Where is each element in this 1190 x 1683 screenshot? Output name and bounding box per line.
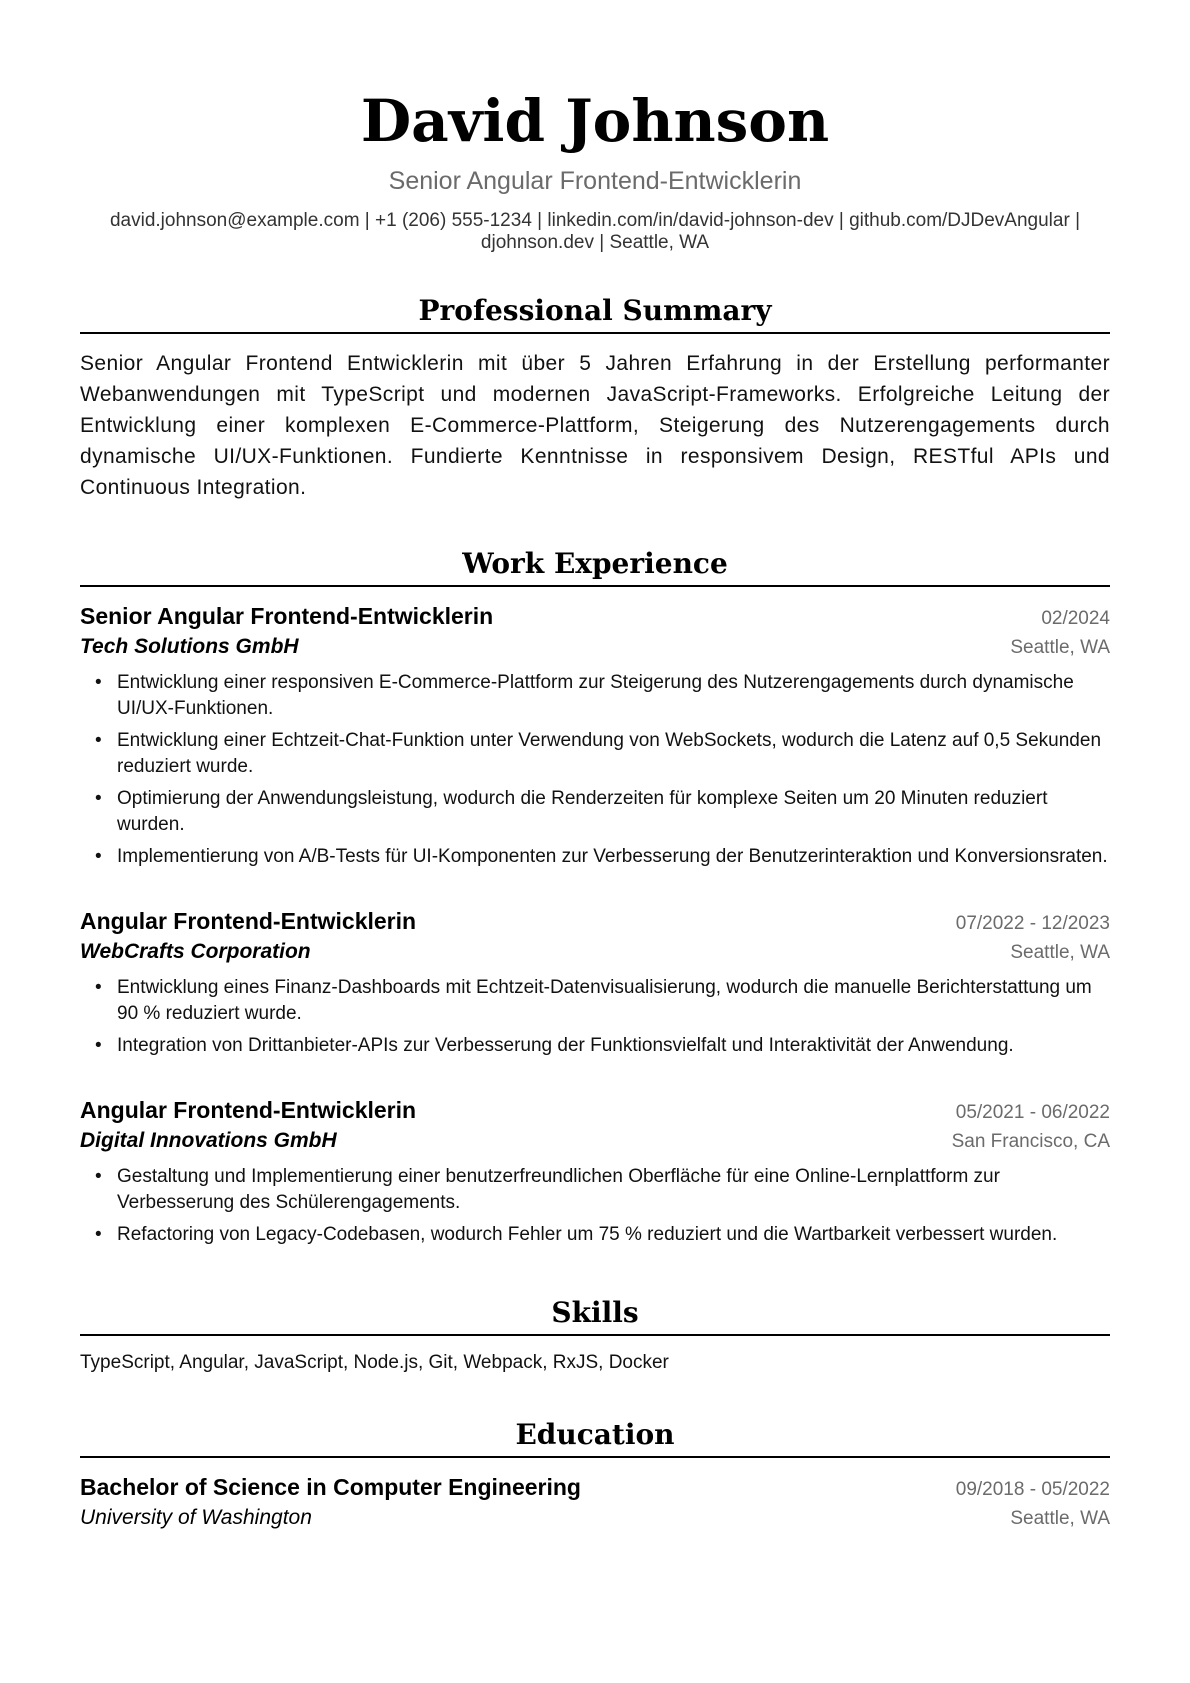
bullet-item: • Refactoring von Legacy-Codebasen, wodurch Fehler um 75 % reduziert und die Wartbarkeit verbessert wurden. [80, 1222, 1110, 1248]
job-bullets [80, 975, 1110, 1059]
experience-heading: Work Experience [80, 547, 1110, 587]
bullet-item: • Entwicklung eines Finanz-Dashboards mit Echtzeit-Datenvisualisierung, wodurch die manuelle Berichterstattung um 90 % reduziert wurde. [80, 975, 1110, 1027]
summary-text: Senior Angular Frontend Entwicklerin mit über 5 Jahren Erfahrung in der Erstellung performanter Webanwendungen mit TypeScript und modernen JavaScript-Frameworks. Erfolgreiche Leitung der Entwicklung einer komplexen E-Commerce-Plattform, Steigerung des Nutzerengagements durch dynamische UI/UX-Funktionen. Fundierte Kenntnisse in responsivem Design, RESTful APIs und Continuous Integration. [80, 352, 1110, 499]
job-location: San Francisco, CA [951, 1131, 1110, 1152]
job-title: Senior Angular Frontend-Entwicklerin [80, 603, 494, 629]
job-bullets [80, 1164, 1110, 1248]
education-section [80, 1418, 1110, 1533]
job-date: 05/2021 - 06/2022 [955, 1102, 1110, 1123]
job-entry [80, 1095, 1110, 1248]
contact-line: david.johnson@example.com | +1 (206) 555-1234 | linkedin.com/in/david-johnson-dev | github.com/DJDevAngular | [109, 210, 1081, 231]
bullet-item: • Optimierung der Anwendungsleistung, wodurch die Renderzeiten für komplexe Seiten um 20 Minuten reduziert wurden. [80, 786, 1110, 838]
school-name: University of Washington [80, 1506, 312, 1529]
bullet-item: • Gestaltung und Implementierung einer benutzerfreundlichen Oberfläche für eine Online-Lernplattform zur Verbesserung des Schülerengagements. [80, 1164, 1110, 1216]
contact-line: djohnson.dev | Seattle, WA [480, 232, 710, 253]
company-name: Digital Innovations GmbH [80, 1129, 337, 1152]
job-location: Seattle, WA [1010, 942, 1110, 963]
skills-section [80, 1296, 1110, 1376]
job-bullets [80, 670, 1110, 870]
candidate-name: David Johnson [360, 87, 830, 155]
job-entry [80, 906, 1110, 1059]
company-name: Tech Solutions GmbH [80, 635, 299, 658]
company-name: WebCrafts Corporation [80, 940, 311, 963]
job-date: 02/2024 [1041, 608, 1110, 629]
bullet-item: • Entwicklung einer Echtzeit-Chat-Funktion unter Verwendung von WebSockets, wodurch die Latenz auf 0,5 Sekunden reduziert wurde. [80, 728, 1110, 780]
bullet-item: • Entwicklung einer responsiven E-Commerce-Plattform zur Steigerung des Nutzerengagements durch dynamische UI/UX-Funktionen. [80, 670, 1110, 722]
summary-heading: Professional Summary [80, 294, 1110, 334]
job-date: 07/2022 - 12/2023 [955, 913, 1110, 934]
skills-heading: Skills [80, 1296, 1110, 1336]
contact-info [80, 210, 1110, 254]
job-location: Seattle, WA [1010, 637, 1110, 658]
job-title: Angular Frontend-Entwicklerin [80, 1097, 417, 1123]
bullet-item: • Implementierung von A/B-Tests für UI-Komponenten zur Verbesserung der Benutzerinteraktion und Konversionsraten. [80, 844, 1110, 870]
education-entry [80, 1472, 1110, 1533]
summary-section [80, 294, 1110, 503]
education-heading: Education [80, 1418, 1110, 1458]
education-location: Seattle, WA [1010, 1508, 1110, 1529]
degree-name: Bachelor of Science in Computer Engineering [80, 1474, 581, 1500]
experience-section [80, 547, 1110, 1248]
job-title: Angular Frontend-Entwicklerin [80, 908, 417, 934]
skills-list: TypeScript, Angular, JavaScript, Node.js, Git, Webpack, RxJS, Docker [80, 1352, 669, 1373]
job-entry [80, 601, 1110, 870]
job-title-headline: Senior Angular Frontend-Entwicklerin [388, 167, 802, 195]
education-date: 09/2018 - 05/2022 [955, 1479, 1110, 1500]
bullet-item: • Integration von Drittanbieter-APIs zur Verbesserung der Funktionsvielfalt und Interaktivität der Anwendung. [80, 1033, 1110, 1059]
